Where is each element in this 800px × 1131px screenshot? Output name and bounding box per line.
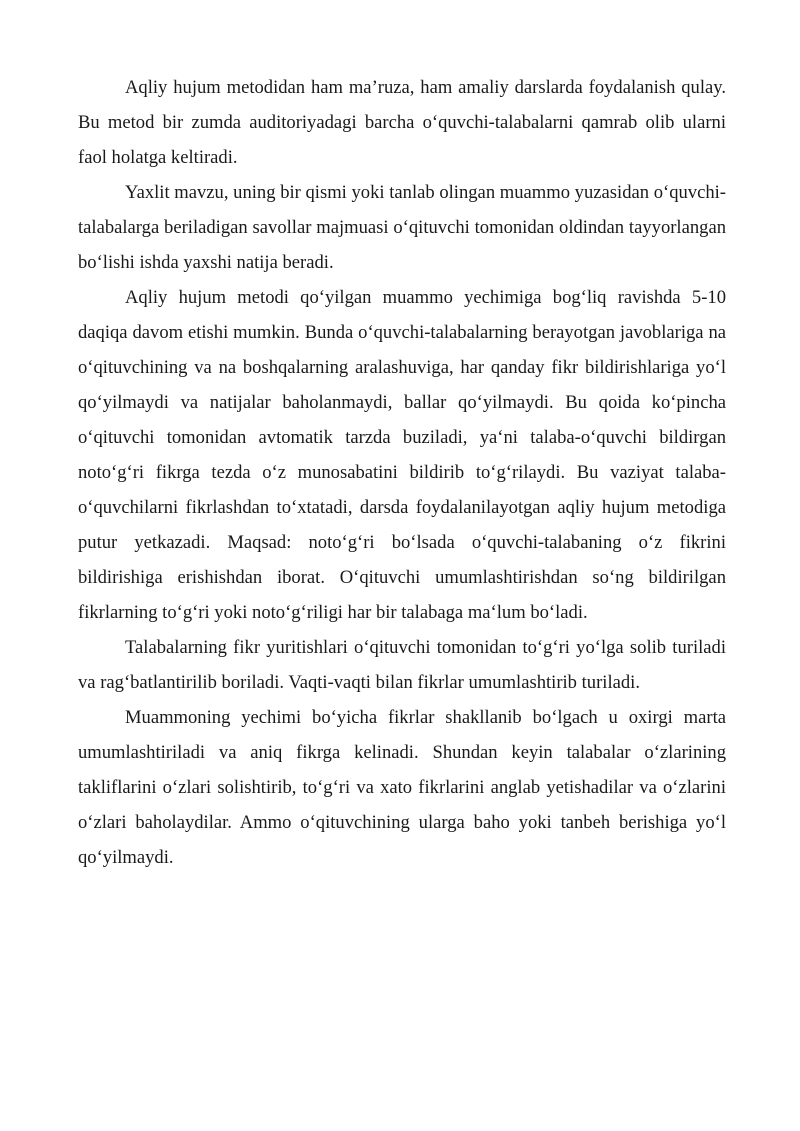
document-page [78, 70, 726, 875]
paragraph-4: Talabalarning fikr yuritishlari o‘qituvchi tomonidan to‘g‘ri yo‘lga solib turiladi va rag‘batlantirilib boriladi. Vaqti-vaqti bilan fikrlar umumlashtirib turiladi. [78, 637, 726, 693]
paragraph-2: Yaxlit mavzu, uning bir qismi yoki tanlab olingan muammo yuzasidan o‘quvchi-talabalarga beriladigan savollar majmuasi o‘qituvchi tomonidan oldindan tayyorlangan bo‘lishi ishda yaxshi natija beradi. [78, 182, 726, 273]
paragraph-5: Muammoning yechimi bo‘yicha fikrlar shakllanib bo‘lgach u oxirgi marta umumlashtiriladi va aniq fikrga kelinadi. Shundan keyin talabalar o‘zlarining takliflarini o‘zlari solishtirib, to‘g‘ri va xato fikrlarini anglab yetishadilar va o‘zlarini o‘zlari baholaydilar. Ammo o‘qituvchining ularga baho yoki tanbeh berishiga yo‘l qo‘yilmaydi. [78, 707, 726, 868]
paragraph-1: Aqliy hujum metodidan ham ma’ruza, ham amaliy darslarda foydalanish qulay. Bu metod bir zumda auditoriyadagi barcha o‘quvchi-talabalarni qamrab olib ularni faol holatga keltiradi. [78, 77, 726, 168]
paragraph-3: Aqliy hujum metodi qo‘yilgan muammo yechimiga bog‘liq ravishda 5-10 daqiqa davom etishi mumkin. Bunda o‘quvchi-talabalarning berayotgan javoblariga na o‘qituvchining va na boshqalarning aralashuviga, har qanday fikr bildirishlariga yo‘l qo‘yilmaydi va natijalar baholanmaydi, ballar qo‘yilmaydi. Bu qoida ko‘pincha o‘qituvchi tomonidan avtomatik tarzda buziladi, ya‘ni talaba-o‘quvchi bildirgan noto‘g‘ri fikrga tezda o‘z munosabatini bildirib to‘g‘rilaydi. Bu vaziyat talaba-o‘quvchilarni fikrlashdan to‘xtatadi, darsda foydalanilayotgan aqliy hujum metodiga putur yetkazadi. Maqsad: noto‘g‘ri bo‘lsada o‘quvchi-talabaning o‘z fikrini bildirishiga erishishdan iborat. O‘qituvchi umumlashtirishdan so‘ng bildirilgan fikrlarning to‘g‘ri yoki noto‘g‘riligi har bir talabaga ma‘lum bo‘ladi. [78, 287, 726, 623]
